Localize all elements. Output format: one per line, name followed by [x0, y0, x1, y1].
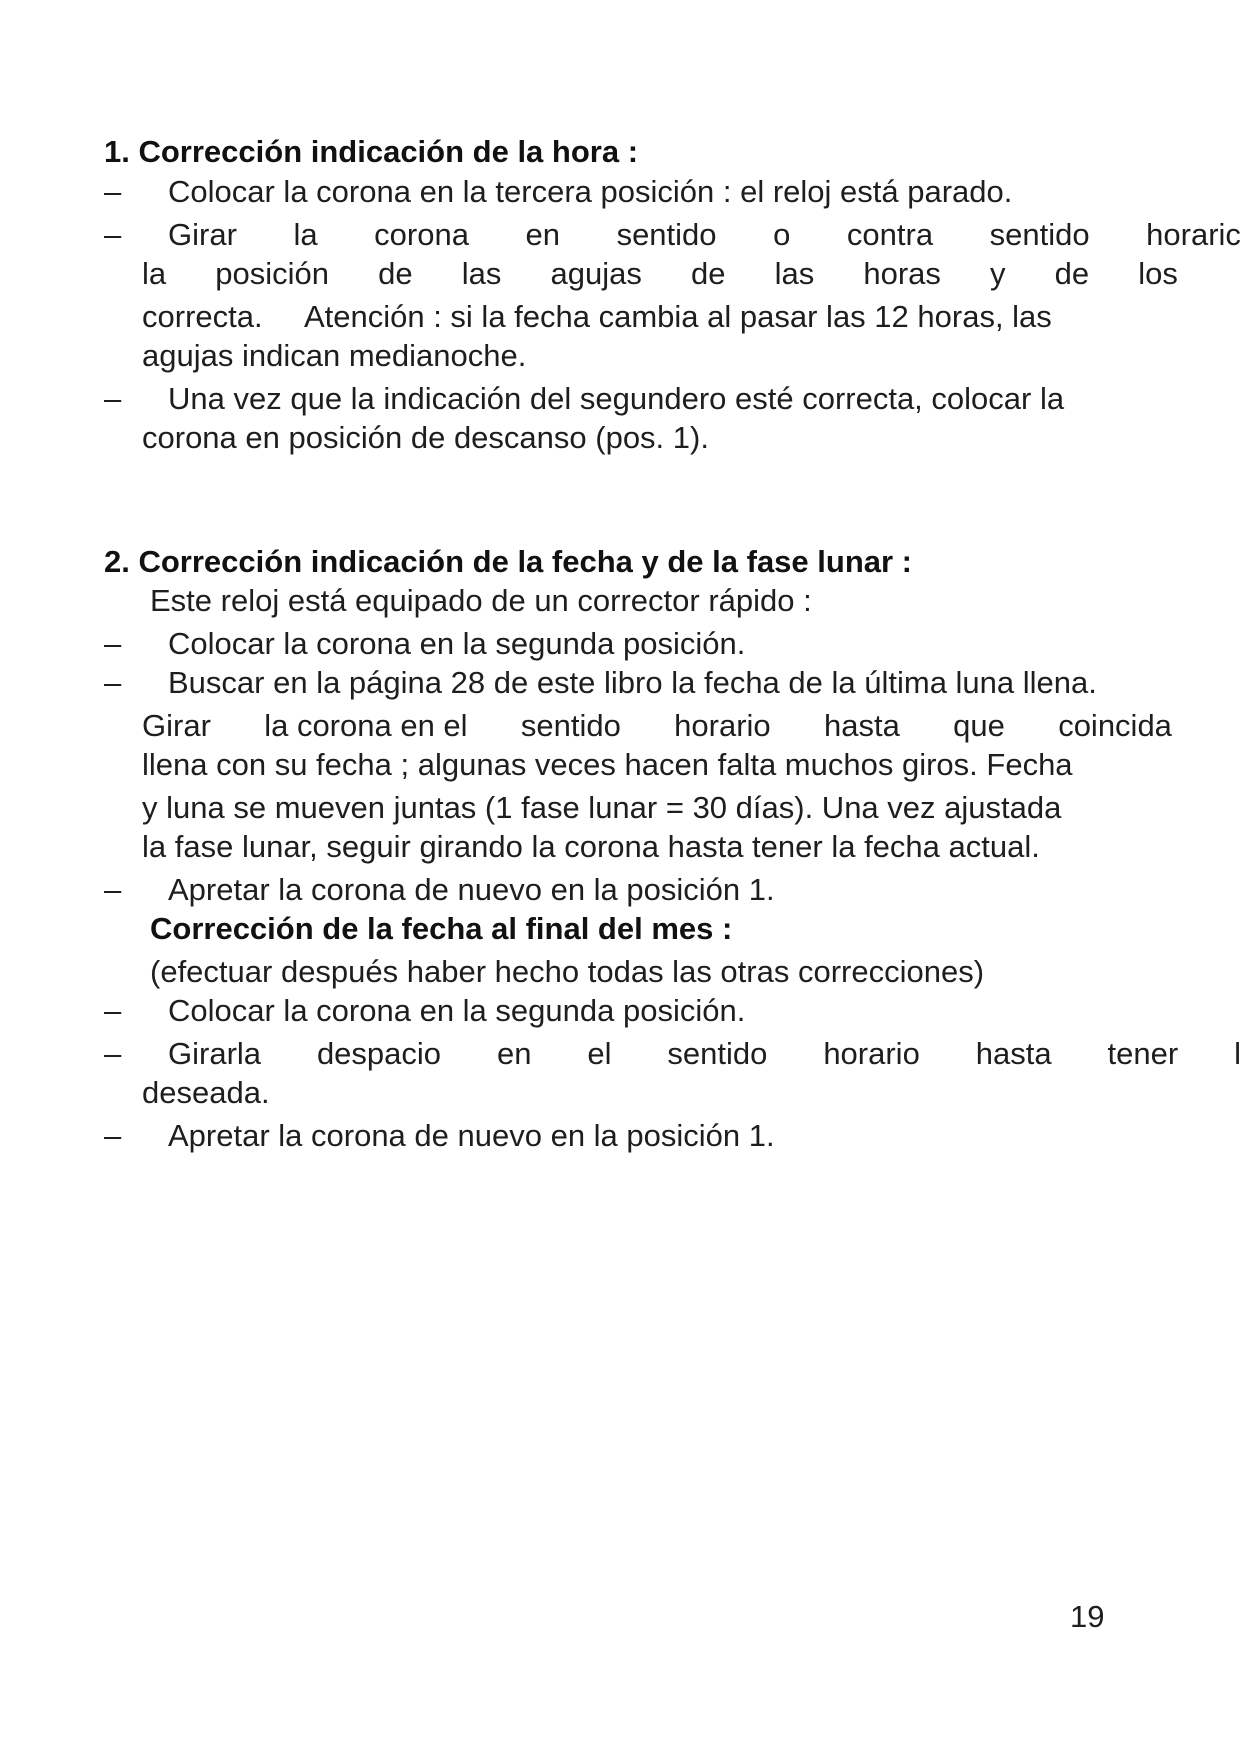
s2-bullet-2: Buscar en la página 28 de este libro la fecha de la última luna llena.: [168, 665, 1097, 700]
justified-word: que: [953, 708, 1005, 743]
justified-word: hasta: [975, 1036, 1052, 1071]
s2-subheading: Corrección de la fecha al final del mes :: [150, 911, 733, 946]
justified-word: sentido: [667, 1036, 768, 1071]
page-number: 19: [1070, 1599, 1105, 1634]
bullet-dash: –: [104, 626, 122, 661]
s1-bullet-2-line-2: [142, 255, 1178, 293]
justified-word: el: [587, 1036, 612, 1071]
bullet-dash: –: [104, 665, 122, 700]
justified-word: Girar: [142, 708, 211, 743]
bullet-dash: –: [104, 217, 122, 252]
justified-word: despacio: [316, 1036, 442, 1071]
s2-paragraph-line-1: [142, 707, 1172, 745]
bullet-dash: –: [104, 872, 122, 907]
justified-word: sentido: [616, 217, 717, 252]
justified-word: en: [496, 1036, 532, 1071]
justified-word: contra: [846, 217, 934, 252]
s2-bullet-5-line-2: deseada.: [142, 1075, 270, 1110]
justified-word: corona: [374, 217, 469, 252]
section-1-heading: 1. Corrección indicación de la hora :: [104, 134, 639, 169]
s2-bullet-5-line-1: [168, 1035, 1241, 1073]
justified-word: Girar: [168, 217, 237, 252]
s2-bullet-4: Colocar la corona en la segunda posición.: [168, 993, 746, 1028]
s1-bullet-3-line-2: corona en posición de descanso (pos. 1).: [142, 420, 709, 455]
bullet-dash: –: [104, 174, 122, 209]
justified-word: de: [1054, 256, 1090, 291]
s2-paragraph-line-4: la fase lunar, seguir girando la corona hasta tener la fecha actual.: [142, 829, 1040, 864]
s2-bullet-3: Apretar la corona de nuevo en la posición 1.: [168, 872, 775, 907]
justified-word: en: [525, 217, 560, 252]
bullet-dash: –: [104, 1118, 122, 1153]
justified-word: horario: [674, 708, 771, 743]
justified-word: las: [461, 256, 502, 291]
s2-intro: Este reloj está equipado de un corrector rápido :: [150, 583, 812, 618]
bullet-dash: –: [104, 1036, 122, 1071]
s1-bullet-2-line-1: [168, 216, 1241, 254]
section-2-heading: 2. Corrección indicación de la fecha y de la fase lunar :: [104, 544, 912, 579]
justified-word: horaric: [1146, 217, 1241, 252]
s2-paragraph-line-3: y luna se mueven juntas (1 fase lunar = 30 días). Una vez ajustada: [142, 790, 1062, 825]
justified-word: tener: [1107, 1036, 1179, 1071]
justified-word: y: [990, 256, 1006, 291]
justified-word: los: [1138, 256, 1178, 291]
s2-subintro: (efectuar después haber hecho todas las otras correcciones): [150, 954, 985, 989]
s2-paragraph-line-2: llena con su fecha ; algunas veces hacen falta muchos giros. Fecha: [142, 747, 1073, 782]
s1-bullet-1: Colocar la corona en la tercera posición : el reloj está parado.: [168, 174, 1013, 209]
justified-word: la: [142, 256, 167, 291]
justified-word: la corona en el: [264, 708, 468, 743]
justified-word: sentido: [520, 708, 621, 743]
justified-word: las: [774, 256, 815, 291]
justified-word: l: [1234, 1036, 1241, 1071]
s2-bullet-1: Colocar la corona en la segunda posición.: [168, 626, 746, 661]
justified-word: la: [293, 217, 318, 252]
justified-word: coincida: [1058, 708, 1172, 743]
justified-word: posición: [215, 256, 330, 291]
justified-word: agujas: [550, 256, 642, 291]
bullet-dash: –: [104, 381, 122, 416]
justified-word: Girarla: [168, 1036, 262, 1071]
justified-word: hasta: [823, 708, 900, 743]
s2-bullet-6: Apretar la corona de nuevo en la posición 1.: [168, 1118, 775, 1153]
justified-word: horario: [823, 1036, 920, 1071]
s1-bullet-2-line-4: agujas indican medianoche.: [142, 338, 527, 373]
justified-word: de: [378, 256, 413, 291]
justified-word: sentido: [989, 217, 1090, 252]
justified-word: horas: [863, 256, 941, 291]
s1-bullet-2-line-3: correcta. Atención : si la fecha cambia al pasar las 12 horas, las: [142, 299, 1052, 334]
bullet-dash: –: [104, 993, 122, 1028]
justified-word: de: [691, 256, 726, 291]
justified-word: o: [773, 217, 791, 252]
s1-bullet-3-line-1: Una vez que la indicación del segundero esté correcta, colocar la: [168, 381, 1065, 416]
